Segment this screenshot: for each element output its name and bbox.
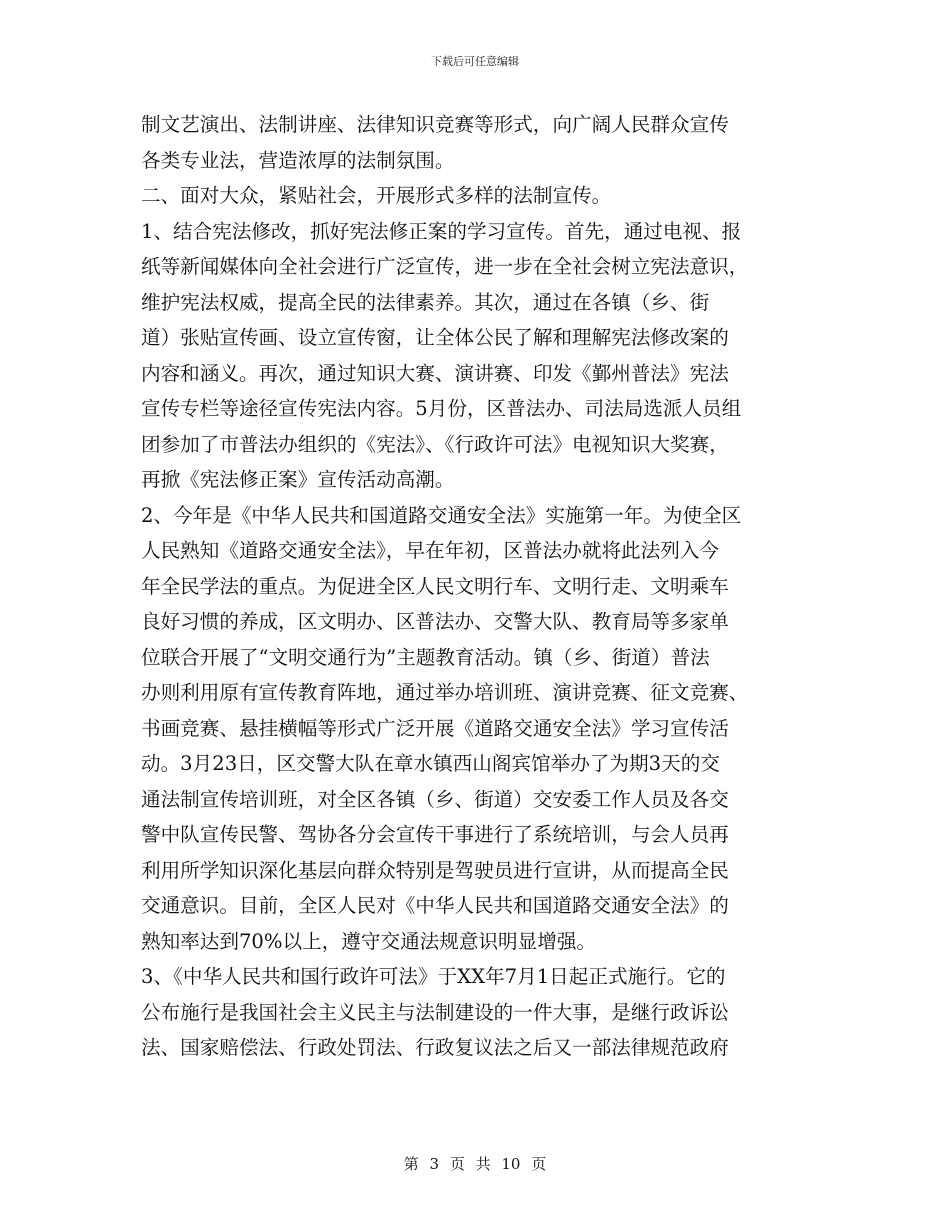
text-line: 1、结合宪法修改，抓好宪法修正案的学习宣传。首先，通过电视、报 <box>141 219 742 243</box>
text-line: 交通意识。目前，全区人民对《中华人民共和国道路交通安全法》的 <box>141 894 729 917</box>
text-line: 纸等新闻媒体向全社会进行广泛宣传，进一步在全社会树立宪法意识， <box>141 255 749 278</box>
text-line: 良好习惯的养成，区文明办、区普法办、交警大队、教育局等多家单 <box>141 610 729 633</box>
text-line: 利用所学知识深化基层向群众特别是驾驶员进行宣讲，从而提高全民 <box>141 858 729 882</box>
text-line: 各类专业法，营造浓厚的法制氛围。 <box>141 148 455 172</box>
text-line: 制文艺演出、法制讲座、法律知识竞赛等形式，向广阔人民群众宣传 <box>141 113 729 136</box>
text-line: 年全民学法的重点。为促进全区人民文明行车、文明行走、文明乘车 <box>141 574 729 598</box>
text-line: 宣传专栏等途径宣传宪法内容。5月份，区普法办、司法局选派人员组 <box>141 397 742 420</box>
document-body <box>141 107 811 1066</box>
text-line: 道）张贴宣传画、设立宣传窗，让全体公民了解和理解宪法修改案的 <box>141 326 729 349</box>
text-line: 通法制宣传培训班，对全区各镇（乡、街道）交安委工作人员及各交 <box>141 787 729 811</box>
text-line: 动。3月23日，区交警大队在章水镇西山阁宾馆举办了为期3天的交 <box>141 752 720 775</box>
page-number-footer: 第 3 页 共 10 页 <box>403 1155 547 1173</box>
text-line: 维护宪法权威，提高全民的法律素养。其次，通过在各镇（乡、街 <box>141 290 710 314</box>
text-line: 熟知率达到70%以上，遵守交通法规意识明显增强。 <box>141 929 597 953</box>
text-line: 公布施行是我国社会主义民主与法制建设的一件大事，是继行政诉讼 <box>141 1000 729 1024</box>
text-line: 3、《中华人民共和国行政许可法》于XX年7月1日起正式施行。它的 <box>141 965 726 988</box>
text-line: 位联合开展了“文明交通行为”主题教育活动。镇（乡、街道）普法 <box>141 645 710 669</box>
page-header-note: 下载后可任意编辑 <box>431 55 519 68</box>
text-line: 法、国家赔偿法、行政处罚法、行政复议法之后又一部法律规范政府 <box>141 1036 729 1059</box>
text-line: 团参加了市普法办组织的《宪法》、《行政许可法》电视知识大奖赛， <box>141 432 729 456</box>
text-line: 办则利用原有宣传教育阵地，通过举办培训班、演讲竞赛、征文竞赛、 <box>141 681 749 704</box>
text-line: 警中队宣传民警、驾协各分会宣传干事进行了系统培训，与会人员再 <box>141 823 729 846</box>
text-line: 内容和涵义。再次，通过知识大赛、演讲赛、印发《鄞州普法》宪法 <box>141 361 729 385</box>
text-line: 2、今年是《中华人民共和国道路交通安全法》实施第一年。为使全区 <box>141 503 742 527</box>
text-line: 二、面对大众，紧贴社会，开展形式多样的法制宣传。 <box>141 184 612 207</box>
text-line: 再掀《宪法修正案》宣传活动高潮。 <box>141 468 455 491</box>
text-line: 人民熟知《道路交通安全法》，早在年初，区普法办就将此法列入今 <box>141 539 720 562</box>
text-line: 书画竞赛、悬挂横幅等形式广泛开展《道路交通安全法》学习宣传活 <box>141 716 729 740</box>
